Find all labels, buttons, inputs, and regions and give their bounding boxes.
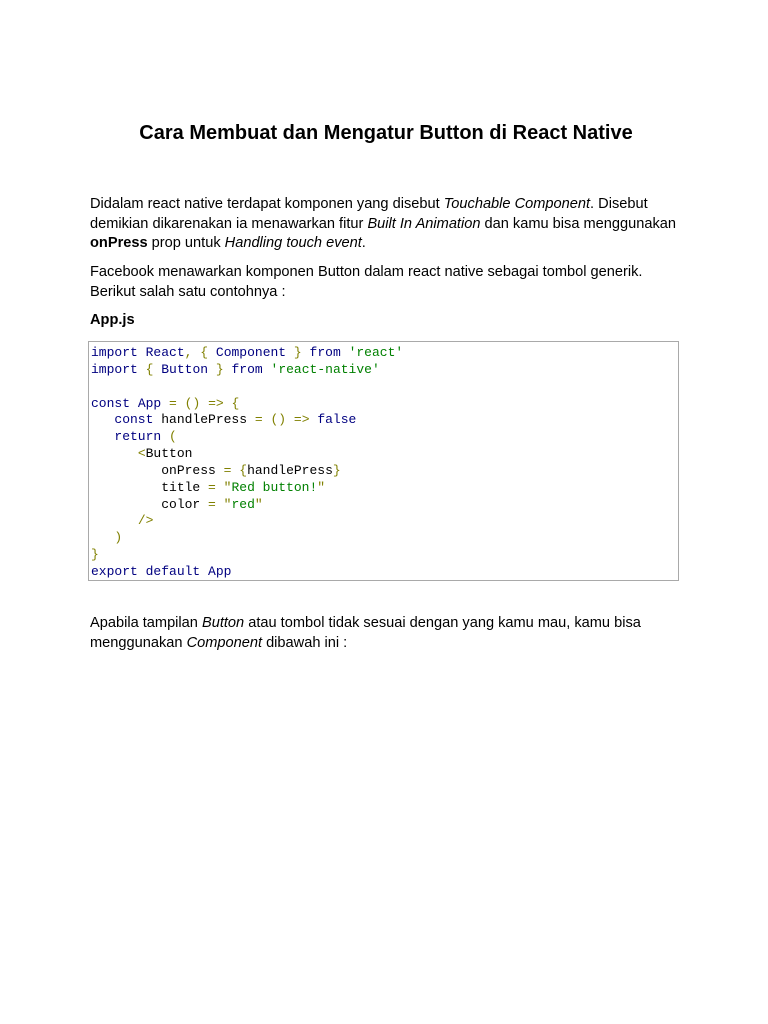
code-token: Red button! [231,479,318,495]
code-token: = [254,412,263,428]
code-token: Component [215,345,287,360]
code-token [286,412,294,427]
code-line [91,564,678,581]
code-token [91,513,138,528]
code-filename: App.js [90,312,135,328]
code-token [224,362,232,377]
code-token: from [309,345,341,360]
code-token: false [317,412,357,428]
code-token: from [231,361,263,377]
code-token: red [231,496,255,512]
code-token [224,396,232,411]
closing-paragraph [90,614,682,653]
code-line [91,345,678,362]
code-token: " [254,496,263,512]
code-token: handlePress [153,412,255,428]
code-line [91,396,678,413]
code-line [91,463,678,480]
code-token: Button [145,446,193,462]
code-token: const [91,395,131,411]
code-token: import [91,345,138,360]
button-intro-paragraph: Facebook menawarkan komponen Button dalam react native sebagai tombol generik. Berikut salah satu contohnya : [90,264,643,300]
code-token [91,530,114,545]
text-run: . Disebut demikian dikarenakan ia menawarkan fitur [90,196,648,232]
code-token [138,345,146,360]
code-token: , [184,345,193,360]
code-token: App [208,563,232,579]
code-token: title [91,479,209,495]
code-line [91,530,678,547]
code-token [161,429,169,444]
code-line [91,412,678,429]
code-token: default [145,563,201,579]
code-token: " [223,496,232,512]
code-line [91,497,678,514]
code-token: 'react-native' [270,361,380,377]
code-token: () [184,395,201,411]
code-token: } [293,345,302,360]
code-token [302,345,310,360]
code-token [263,362,271,377]
code-token: () [270,412,287,428]
code-token [91,412,114,427]
code-line [91,362,678,379]
code-token [130,396,138,411]
code-token [208,362,216,377]
code-token [91,446,138,461]
code-token: } [332,462,341,478]
code-token: onPress [91,462,224,478]
code-token [286,345,294,360]
code-token: = [223,462,232,478]
emphasis-button: Button [201,615,245,631]
code-line [91,429,678,446]
code-token: { [200,345,209,360]
code-token [341,345,349,360]
code-line [91,446,678,463]
code-token [200,564,208,579]
code-token: return [114,429,162,445]
page-title: Cara Membuat dan Mengatur Button di React Native [139,122,633,144]
code-token: 'react' [348,345,404,360]
code-token: React [145,345,185,360]
code-token [208,345,216,360]
code-block [88,341,679,581]
code-token: export [91,563,138,579]
text-run: prop untuk [147,235,225,251]
code-token: } [215,361,224,377]
code-token: ( [169,429,177,445]
text-run: . [361,235,366,251]
emphasis-handling-touch-event: Handling touch event [224,235,362,251]
code-token: = [208,496,216,512]
intro-paragraph [90,195,682,254]
text-run: Apabila tampilan [90,615,202,631]
bold-onpress: onPress [90,235,148,251]
code-token: handlePress [247,462,333,478]
code-token: " [223,479,232,495]
code-token: import [91,361,138,377]
emphasis-touchable-component: Touchable Component [443,196,591,212]
code-token: < [137,446,146,462]
code-line [91,513,678,530]
code-token: Button [161,361,209,377]
code-token: = [169,395,177,411]
code-token: /> [137,513,154,529]
code-line [91,480,678,497]
code-token: = [208,479,216,495]
code-token [200,396,208,411]
code-token [138,362,146,377]
code-token [177,396,185,411]
code-line [91,379,678,396]
code-token: => [293,412,310,428]
text-run: atau tombol tidak sesuai dengan yang kamu mau, kamu bisa menggunakan [90,615,641,651]
code-token: => [208,395,224,411]
code-token: { [239,462,248,478]
code-token: { [145,361,154,377]
emphasis-built-in-animation: Built In Animation [367,215,481,232]
code-token [161,396,169,411]
code-token: const [114,412,154,428]
text-run: dibawah ini : [262,634,348,651]
emphasis-component: Component [186,634,263,651]
code-token [216,497,224,512]
code-token: color [91,496,209,512]
code-token: App [137,395,162,411]
code-line [91,547,678,564]
code-token: } [91,547,99,563]
text-run: dan kamu bisa menggunakan [480,215,676,232]
code-token [138,564,146,579]
code-token [216,480,224,495]
code-token [91,429,114,444]
code-token: { [231,395,240,411]
code-token: ) [114,530,123,546]
text-run: Didalam react native terdapat komponen yang disebut [90,196,444,212]
code-token: " [317,479,326,495]
